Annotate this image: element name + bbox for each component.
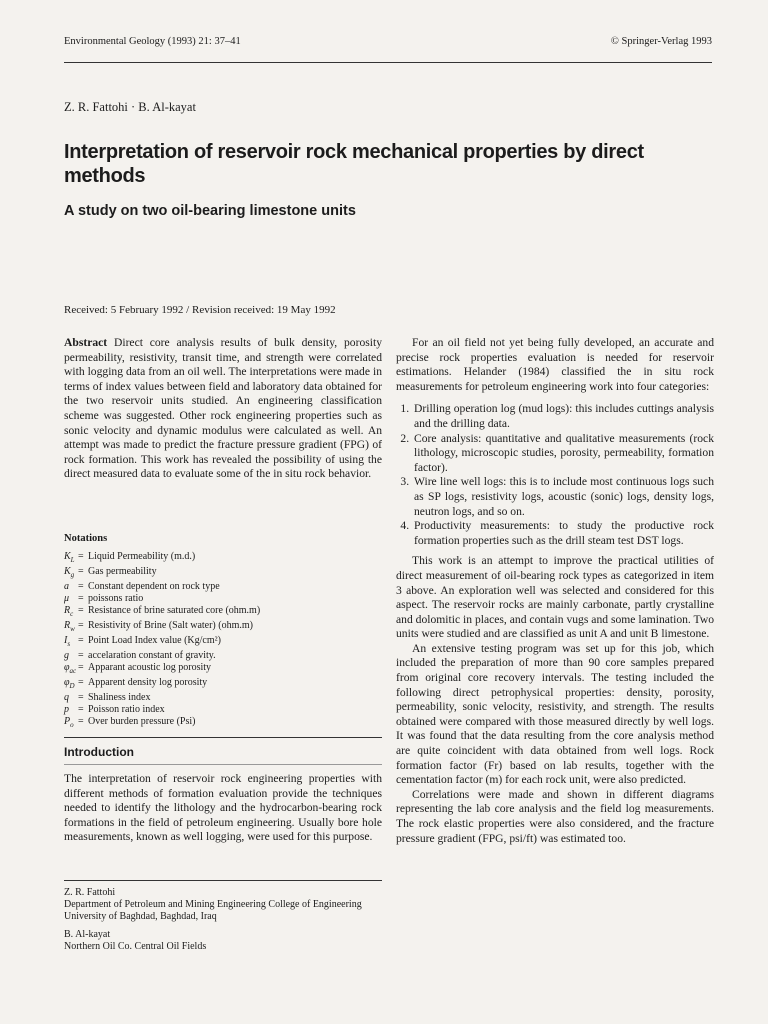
category-item: 1. Drilling operation log (mud logs): this includes cuttings analysis and the drilling data. bbox=[412, 402, 714, 431]
notation-description: Point Load Index value (Kg/cm²) bbox=[88, 635, 221, 646]
introduction-heading: Introduction bbox=[64, 745, 134, 759]
notation-equals: = bbox=[78, 650, 84, 661]
notation-equals: = bbox=[78, 662, 84, 673]
copyright: © Springer-Verlag 1993 bbox=[610, 36, 712, 47]
affiliation-2-name: B. Al-kayat bbox=[64, 929, 111, 940]
notation-equals: = bbox=[78, 605, 84, 616]
notation-description: Resistivity of Brine (Salt water) (ohm.m) bbox=[88, 620, 253, 631]
notation-description: Apparent density log porosity bbox=[88, 677, 208, 688]
affiliation-2 bbox=[64, 929, 382, 953]
notation-symbol: $K_g$ bbox=[64, 566, 75, 579]
notation-row bbox=[64, 593, 382, 605]
notation-description: Resistance of brine saturated core (ohm.m) bbox=[88, 605, 261, 616]
header-rule bbox=[64, 62, 712, 63]
notation-equals: = bbox=[78, 704, 84, 715]
affiliation-1-name: Z. R. Fattohi bbox=[64, 887, 116, 898]
notation-row bbox=[64, 581, 382, 593]
notation-row bbox=[64, 716, 382, 731]
notation-equals: = bbox=[78, 620, 84, 631]
running-head bbox=[64, 36, 712, 47]
paper-title: Interpretation of reservoir rock mechanical properties by direct methods bbox=[64, 141, 644, 187]
notation-description: Gas permeability bbox=[88, 566, 157, 577]
notation-description: Apparant acoustic log porosity bbox=[88, 662, 212, 673]
notations bbox=[64, 533, 382, 731]
affiliation-rule bbox=[64, 880, 382, 881]
notation-symbol: p bbox=[64, 704, 69, 715]
authors: Z. R. Fattohi · B. Al-kayat bbox=[64, 100, 196, 114]
body-paragraph-4: Correlations were made and shown in different diagrams representing the lab core analysis and the field log measurements. The rock elastic properties were also considered, and the fracture pressure gradient (FPG, psi/ft) was estimated too. bbox=[396, 787, 714, 845]
notation-equals: = bbox=[78, 566, 84, 577]
received-dates: Received: 5 February 1992 / Revision received: 19 May 1992 bbox=[64, 304, 336, 316]
right-column bbox=[396, 336, 714, 846]
notation-description: poissons ratio bbox=[88, 593, 144, 604]
notation-row bbox=[64, 662, 382, 677]
affiliations bbox=[64, 887, 382, 959]
notation-description: Over burden pressure (Psi) bbox=[88, 716, 196, 727]
notation-description: Liquid Permeability (m.d.) bbox=[88, 551, 196, 562]
notation-symbol: q bbox=[64, 692, 69, 703]
notations-heading: Notations bbox=[64, 533, 108, 544]
notation-description: Constant dependent on rock type bbox=[88, 581, 220, 592]
notation-equals: = bbox=[78, 581, 84, 592]
notation-row bbox=[64, 704, 382, 716]
notation-row bbox=[64, 650, 382, 662]
notation-symbol: $R_c$ bbox=[64, 605, 74, 618]
notation-row bbox=[64, 635, 382, 650]
notation-row bbox=[64, 620, 382, 635]
notation-equals: = bbox=[78, 551, 84, 562]
notation-row bbox=[64, 605, 382, 620]
body-paragraph-3: An extensive testing program was set up for this job, which included the preparation of more than 90 core samples prepared from original core recovery intervals. The testing included the following direct petrophysical properties: density, porosity, permeability, sonic velocity, resistivity, and strength. The results obtained were compared with those measured directly by well logs. It was found that the data resulting from the core analysis method are quite coincident with data obtained from well logs. Rock formation factor (Fr) based on lab results, together with the cementation factor (m) for each rock unit, were also predicted. bbox=[396, 641, 714, 787]
notation-symbol: $\varphi_{ac}$ bbox=[64, 662, 77, 675]
notation-symbol: $R_w$ bbox=[64, 620, 75, 633]
body-paragraph-2: This work is an attempt to improve the practical utilities of direct measurement of oil-bearing rock types as categorized in item 3 above. An exploration well was selected and considered for this aspect. The reservoir rocks are mainly carbonate, partly crystalline and dolomitic in places, and contain vugs and some lamination. Two units were studied and are classified as unit A and unit B limestone. bbox=[396, 554, 714, 641]
notation-symbol: $K_L$ bbox=[64, 551, 75, 564]
categories-list bbox=[396, 402, 714, 548]
notation-description: accelaration constant of gravity. bbox=[88, 650, 216, 661]
category-item: 3. Wire line well logs: this is to include most continuous logs such as SP logs, resistivity logs, acoustic (sonic) logs, density logs, neutron logs, and so on. bbox=[412, 475, 714, 519]
abstract bbox=[64, 336, 382, 482]
notation-equals: = bbox=[78, 593, 84, 604]
notations-list bbox=[64, 551, 382, 731]
introduction-paragraph: The interpretation of reservoir rock engineering properties with different methods of formation evaluation provide the techniques needed to identify the lithology and the hydrocarbon-bearing rock formations in the field of petroleum engineering. Usually bore hole measurements, known as well logging, were used for this purpose. bbox=[64, 772, 382, 844]
notation-equals: = bbox=[78, 677, 84, 688]
category-item: 2. Core analysis: quantitative and qualitative measurements (rock lithology, microscopic studies, porosity, permeability, formation factor). bbox=[412, 432, 714, 476]
affiliation-1-address: Department of Petroleum and Mining Engineering College of Engineering University of Baghdad, Baghdad, Iraq bbox=[64, 899, 362, 922]
notation-row bbox=[64, 566, 382, 581]
paper-subtitle: A study on two oil-bearing limestone units bbox=[64, 203, 356, 219]
introduction-text bbox=[64, 772, 382, 845]
affiliation-1 bbox=[64, 887, 382, 923]
notation-symbol: $P_o$ bbox=[64, 716, 74, 729]
notation-row bbox=[64, 551, 382, 566]
notation-symbol: μ bbox=[64, 593, 70, 604]
notation-symbol: $I_s$ bbox=[64, 635, 71, 648]
affiliation-2-address: Northern Oil Co. Central Oil Fields bbox=[64, 941, 207, 952]
intro-rule-bottom bbox=[64, 764, 382, 765]
notation-description: Poisson ratio index bbox=[88, 704, 165, 715]
notation-equals: = bbox=[78, 692, 84, 703]
notation-row bbox=[64, 692, 382, 704]
abstract-text: Direct core analysis results of bulk density, porosity permeability, resistivity, transit time, and strength were correlated with logging data from an oil well. The interpretations were made in terms of index values between field and laboratory data obtained for the two reservoir units studied. An engineering classification scheme was suggested. Other rock engineering properties such as sonic velocity and dynamic modulus were calculated as well. An attempt was made to predict the fracture pressure gradient (FPG) of rock formation. This work has revealed the possibility of using the direct measured data to evaluate some of the in situ rock behavior. bbox=[64, 336, 383, 481]
body-paragraph-1: For an oil field not yet being fully developed, an accurate and precise rock properties evaluation is needed for reservoir estimations. Helander (1984) classified the in situ rock measurements for petroleum engineering work into four categories: bbox=[396, 336, 714, 393]
notation-symbol: g bbox=[64, 650, 69, 661]
notation-equals: = bbox=[78, 716, 84, 727]
notation-row bbox=[64, 677, 382, 692]
notation-symbol: a bbox=[64, 581, 69, 592]
notation-equals: = bbox=[78, 635, 84, 646]
journal-citation: Environmental Geology (1993) 21: 37–41 bbox=[64, 36, 241, 47]
notation-description: Shaliness index bbox=[88, 692, 151, 703]
intro-rule-top bbox=[64, 737, 382, 738]
notation-symbol: $\varphi_D$ bbox=[64, 677, 75, 690]
category-item: 4. Productivity measurements: to study the productive rock formation properties such as the drill steam test DST logs. bbox=[412, 519, 714, 548]
abstract-heading: Abstract bbox=[64, 336, 108, 349]
